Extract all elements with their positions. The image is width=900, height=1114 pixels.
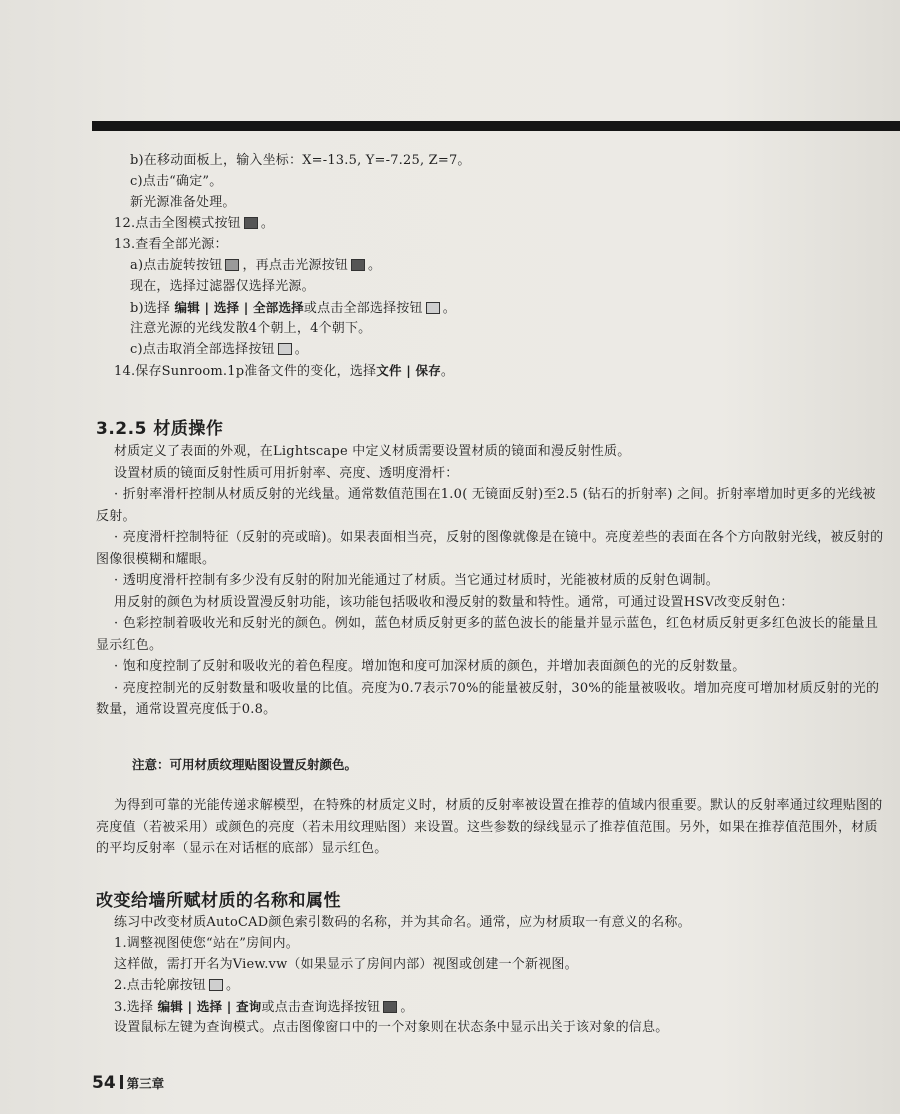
select-all-icon — [426, 302, 440, 314]
step-12-text: 12.点击全图模式按钮 — [114, 216, 241, 231]
step-13a — [96, 255, 886, 276]
note-text: 注意：可用材质纹理贴图设置反射颜色。 — [132, 757, 358, 772]
step-12-end: 。 — [260, 216, 275, 231]
bullet-refraction: · 折射率滑杆控制从材质反射的光线量。通常数值范围在1.0( 无镜面反射)至2.5 (钻石的折射率) 之间。折射率增加时更多的光线被反射。 — [96, 487, 876, 524]
bullet-value: · 亮度控制光的反射数量和吸收量的比值。亮度为0.7表示70%的能量被反射，30%的能量被吸收。增加亮度可增加材质反射的光的数量，通常设置亮度低于0.8。 — [96, 680, 880, 717]
step-13b-text1: b)选择 — [130, 301, 171, 316]
sub-step-1-detail: 这样做，需打开名为View.vw（如果显示了房间内部）视图或创建一个新视图。 — [114, 957, 578, 972]
step-13a-text1: a)点击旋转按钮 — [130, 258, 223, 273]
sub-intro: 练习中改变材质AutoCAD颜色索引数码的名称，并为其命名。通常，应为材质取一有意义的名称。 — [114, 915, 691, 930]
full-view-icon — [244, 217, 258, 229]
step-12 — [96, 213, 886, 234]
page-footer — [92, 1073, 164, 1093]
step-12b: b)在移动面板上，输入坐标：X=-13.5, Y=-7.25, Z=7。 — [130, 153, 471, 168]
step-13c-text: c)点击取消全部选择按钮 — [130, 342, 275, 357]
step-13-note: 注意光源的光线发散4个朝上，4个朝下。 — [130, 321, 372, 336]
step-13b-end: 。 — [442, 301, 456, 316]
step-13c-end: 。 — [294, 342, 308, 357]
sub-step-3-detail: 设置鼠标左键为查询模式。点击图像窗口中的一个对象则在状态条中显示出关于该对象的信息。 — [114, 1020, 669, 1035]
bullet-saturation: · 饱和度控制了反射和吸收光的着色程度。增加饱和度可加深材质的颜色，并增加表面颜色的光的反射数量。 — [114, 659, 746, 674]
step-13b-text2: 或点击全部选择按钮 — [303, 301, 423, 316]
bullet-hue: · 色彩控制着吸收光和反射光的颜色。例如，蓝色材质反射更多的蓝色波长的能量并显示蓝色，红色材质反射更多红色波长的能量且显示红色。 — [96, 616, 879, 653]
section-body — [96, 441, 886, 721]
query-select-icon — [383, 1001, 397, 1013]
step-12c: c)点击“确定”。 — [130, 174, 223, 189]
para-reflectance: 为得到可靠的光能传递求解模型，在特殊的材质定义时，材质的反射率被设置在推荐的值域内很重要。默认的反射率通过纹理贴图的亮度值（若被采用）或颜色的亮度（若未用纹理贴图）来设置。这些参数的绿线显示了推荐值范围。另外，如果在推荐值范围外，材质的平均反射率（显示在对话框的底部）显示红色。 — [96, 798, 883, 856]
menu-path-query: 编辑 | 选择 | 查询 — [157, 999, 262, 1014]
step-14-end: 。 — [440, 364, 455, 379]
step-13c — [96, 339, 886, 360]
bullet-transparency: · 透明度滑杆控制有多少没有反射的附加光能通过了材质。当它通过材质时，光能被材质的反射色调制。 — [114, 573, 720, 588]
sub-step-1: 1.调整视图使您“站在”房间内。 — [114, 936, 299, 951]
step-13a-end: 。 — [368, 258, 382, 273]
step-14-text: 14.保存Sunroom.1p准备文件的变化，选择 — [114, 364, 377, 379]
page-number: 54 — [92, 1073, 116, 1093]
rotate-icon — [225, 259, 239, 271]
sub-step-2-end: 。 — [226, 978, 240, 993]
footer-separator — [120, 1075, 123, 1089]
outline-icon — [209, 979, 223, 991]
para-diffuse: 用反射的颜色为材质设置漫反射功能，该功能包括吸收和漫反射的数量和特性。通常，可通过设置HSV改变反射色： — [114, 594, 794, 610]
sub-step-3-text2: 或点击查询选择按钮 — [261, 1000, 381, 1015]
menu-path-save: 文件 | 保存 — [376, 363, 441, 378]
sub-step-2 — [96, 975, 886, 996]
para-reflectance-block — [96, 795, 886, 860]
para-1: 材质定义了表面的外观，在Lightscape 中定义材质需要设置材质的镜面和漫反射性质。 — [114, 444, 631, 459]
section-title: 3.2.5 材质操作 — [96, 419, 224, 439]
subsection-title: 改变给墙所赋材质的名称和属性 — [96, 891, 341, 911]
sub-step-3 — [96, 996, 886, 1017]
light-icon — [351, 259, 365, 271]
header-rule — [92, 121, 900, 131]
subsection-body — [96, 912, 886, 1038]
sub-step-2-text: 2.点击轮廓按钮 — [114, 978, 207, 993]
step-note: 新光源准备处理。 — [130, 195, 236, 210]
step-13: 13.查看全部光源： — [114, 237, 228, 252]
steps-block — [96, 150, 886, 381]
step-13-now: 现在，选择过滤器仅选择光源。 — [130, 279, 315, 294]
menu-path-select-all: 编辑 | 选择 | 全部选择 — [174, 300, 304, 315]
sub-step-3-end: 。 — [400, 1000, 414, 1015]
para-2: 设置材质的镜面反射性质可用折射率、亮度、透明度滑杆： — [114, 465, 459, 481]
step-14 — [96, 360, 886, 381]
deselect-all-icon — [278, 343, 292, 355]
chapter-label: 第三章 — [126, 1076, 165, 1091]
bullet-brightness: · 亮度滑杆控制特征（反射的亮或暗)。如果表面相当亮，反射的图像就像是在镜中。亮度差些的表面在各个方向散射光线，被反射的图像很模糊和耀眼。 — [96, 530, 884, 567]
step-13b — [96, 297, 886, 318]
step-13a-text2: ，再点击光源按钮 — [242, 258, 349, 273]
sub-step-3-text1: 3.选择 — [114, 1000, 154, 1015]
